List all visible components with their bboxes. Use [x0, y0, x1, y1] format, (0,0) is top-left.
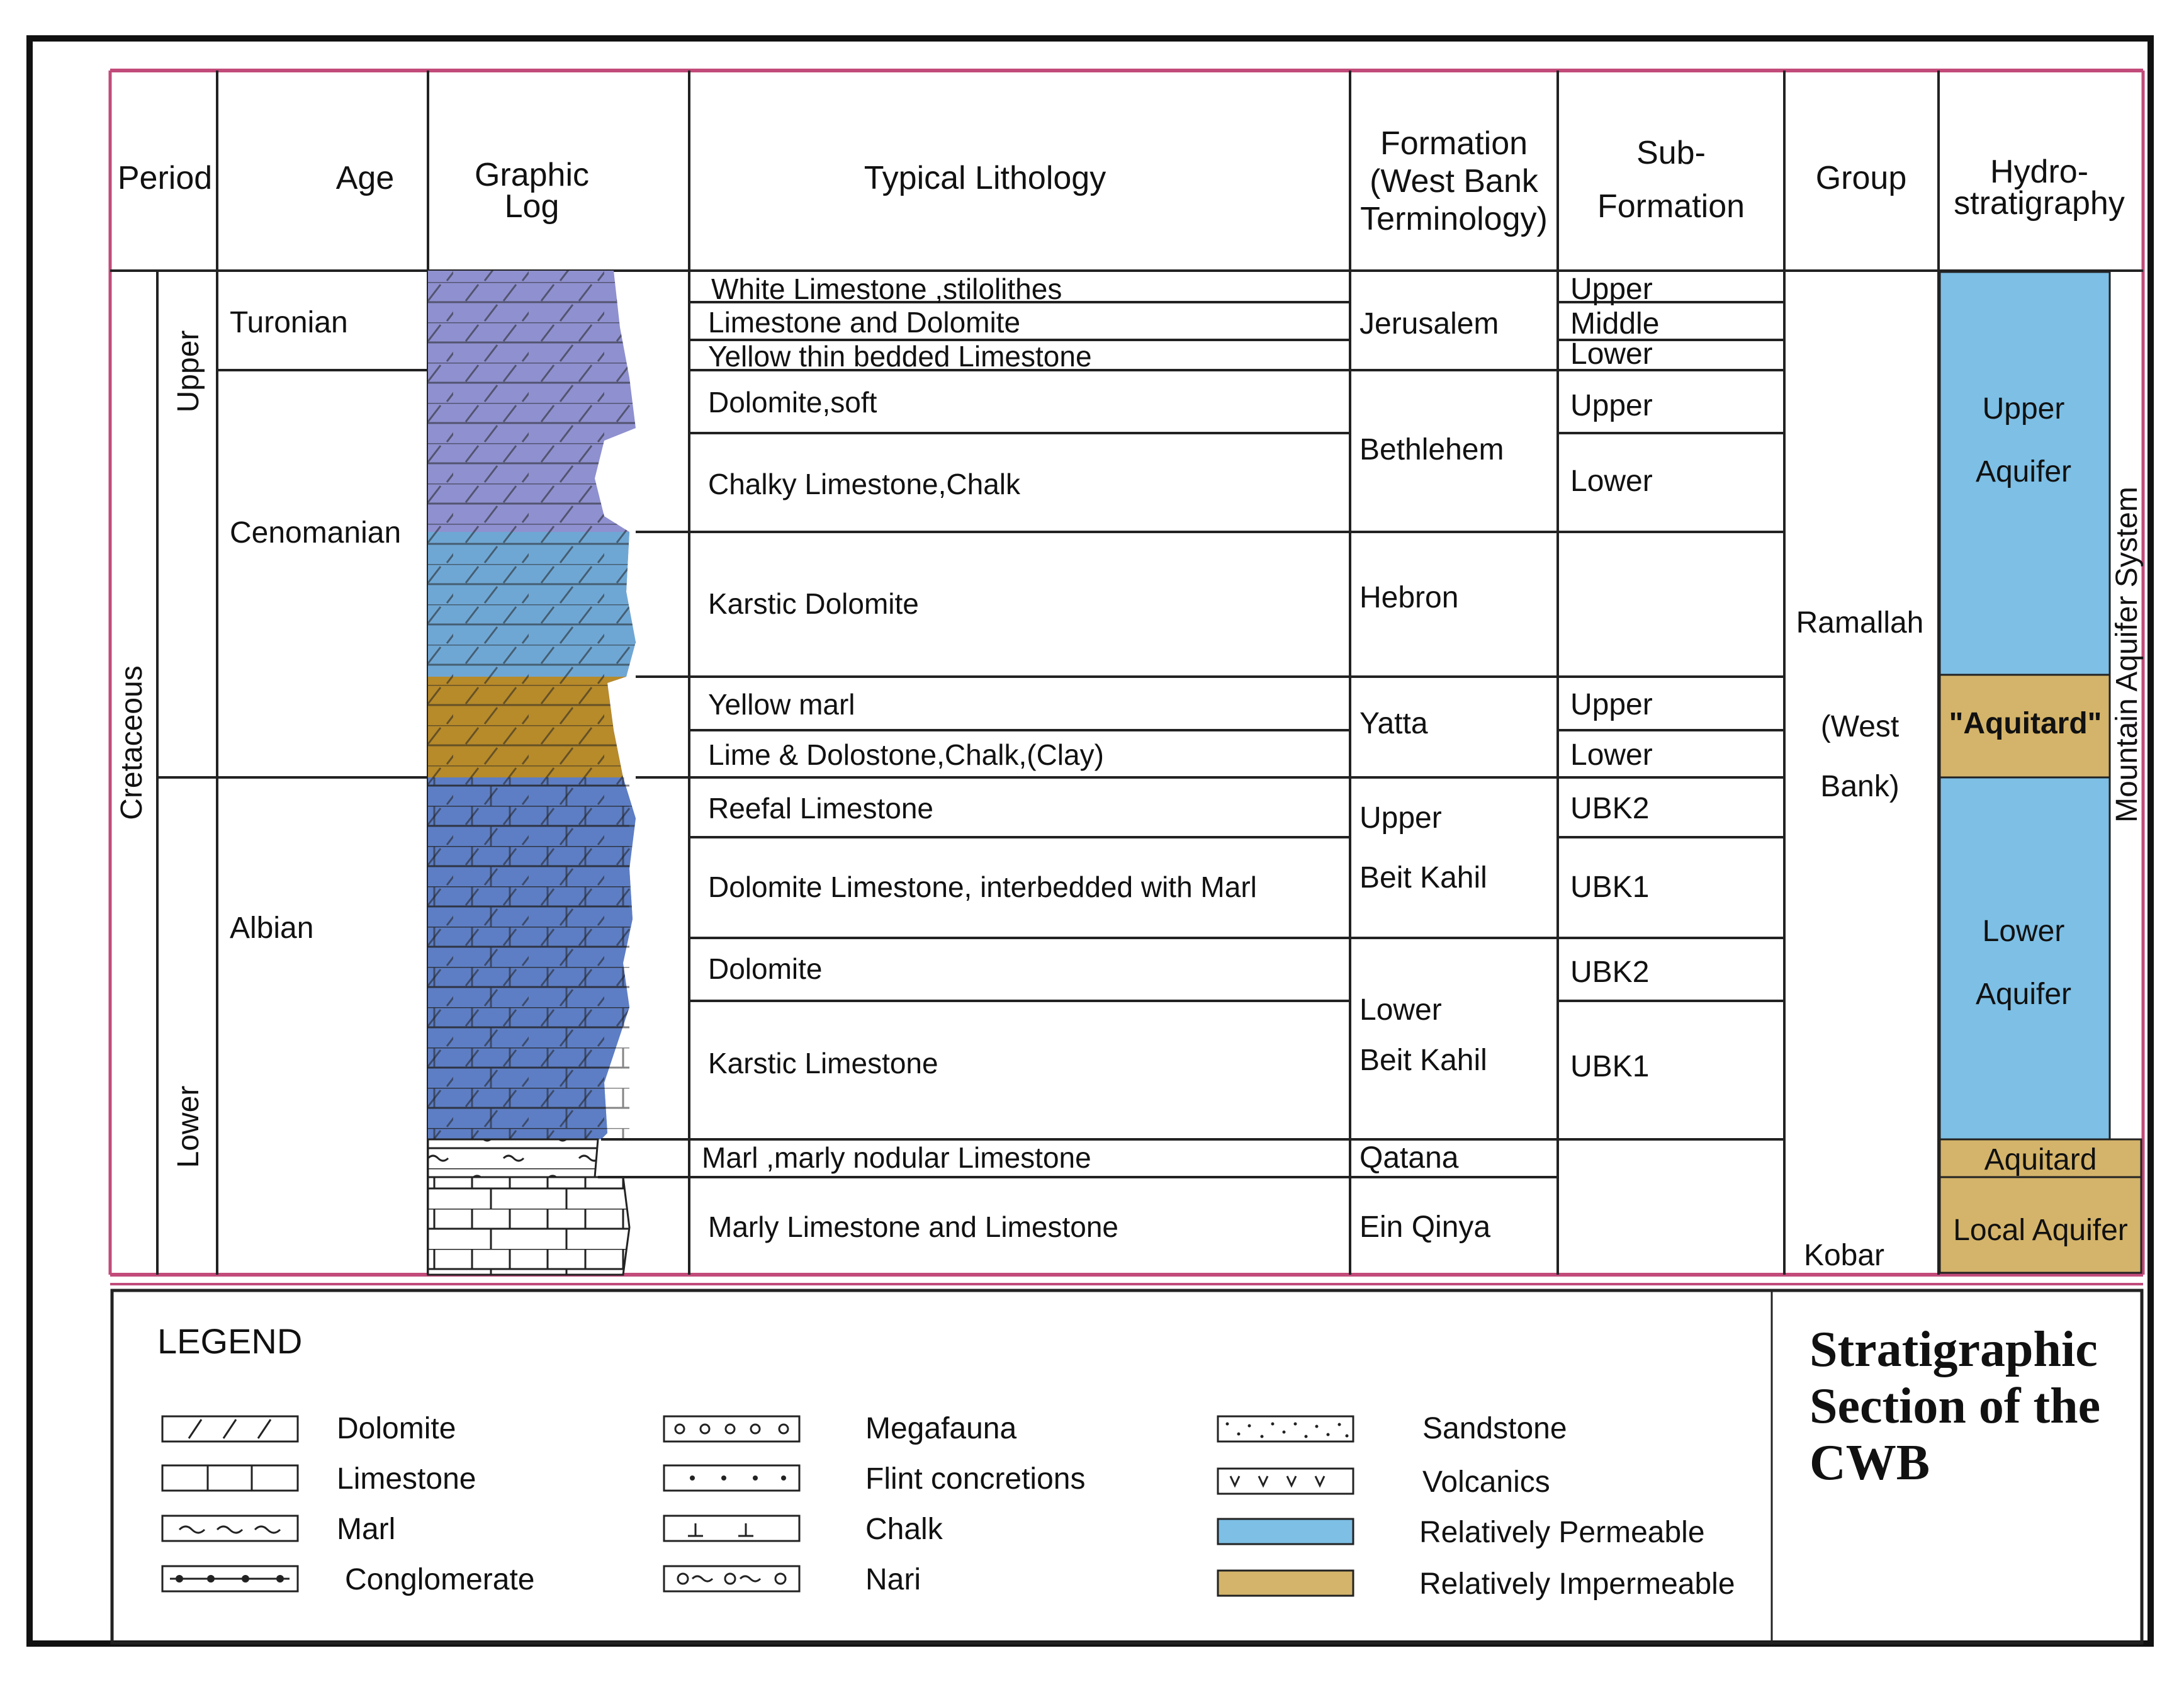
- hydro-aquitard-quoted: "Aquitard": [1949, 707, 2102, 740]
- subformation-ubk2-upper: UBK2: [1570, 792, 1650, 825]
- period-upper: Upper: [172, 330, 205, 413]
- caption-line-3: CWB: [1810, 1435, 1930, 1491]
- permeable-swatch: [1218, 1519, 1353, 1544]
- legend-limestone: [162, 1462, 476, 1496]
- header-age: Age: [335, 160, 395, 196]
- formation-row-lines: [1350, 302, 1784, 1001]
- legend-sandstone: [1218, 1412, 1567, 1445]
- lith-limestone-dolomite: Limestone and Dolomite: [708, 306, 1021, 339]
- legend-permeable: [1218, 1516, 1705, 1549]
- lith-dolomite-limestone-marl: Dolomite Limestone, interbedded with Marl: [708, 871, 1257, 903]
- legend-dolomite: [162, 1412, 456, 1445]
- formation-hebron: Hebron: [1359, 581, 1459, 614]
- formation-column: [1359, 307, 1504, 1244]
- limestone-swatch: [162, 1465, 298, 1491]
- legend-marl-label: Marl: [337, 1513, 396, 1546]
- hydro-upper-1: Upper: [1982, 392, 2065, 426]
- formation-lower-bk-2: Beit Kahil: [1359, 1044, 1487, 1077]
- period-lower: Lower: [172, 1085, 205, 1168]
- hydro-aquitard: Aquitard: [1984, 1143, 2097, 1176]
- lith-reefal-limestone: Reefal Limestone: [708, 792, 933, 825]
- formation-bethlehem: Bethlehem: [1359, 433, 1504, 466]
- legend-flint: [664, 1462, 1085, 1496]
- caption: [1810, 1322, 2100, 1491]
- subformation-ubk1-upper: UBK1: [1570, 871, 1650, 904]
- header-hydro-2: stratigraphy: [1954, 185, 2125, 222]
- flint-swatch: [664, 1465, 799, 1491]
- period-cretaceous: Cretaceous: [115, 665, 149, 820]
- subformation-ubk2-lower: UBK2: [1570, 956, 1650, 989]
- group-column: [1796, 606, 1924, 1272]
- header-period: Period: [117, 160, 213, 196]
- lower-aquifer-block: [1940, 777, 2110, 1139]
- header-subformation-1: Sub-: [1636, 135, 1706, 171]
- formation-yatta: Yatta: [1359, 707, 1428, 740]
- legend-conglomerate: [162, 1563, 535, 1596]
- legend-conglomerate-label: Conglomerate: [345, 1563, 535, 1596]
- header-row: [118, 125, 2125, 237]
- age-albian: Albian: [230, 911, 314, 945]
- header-subformation-2: Formation: [1597, 188, 1745, 225]
- marl-swatch: [162, 1516, 298, 1541]
- lith-lime-dolostone: Lime & Dolostone,Chalk,(Clay): [708, 738, 1104, 771]
- header-formation-1: Formation: [1380, 125, 1528, 162]
- legend-chalk: [664, 1513, 943, 1546]
- age-turonian: Turonian: [230, 306, 348, 339]
- header-typical-lithology: Typical Lithology: [864, 160, 1106, 196]
- legend-volcanics-label: Volcanics: [1422, 1465, 1550, 1499]
- subformation-upper-bethlehem: Upper: [1570, 389, 1653, 422]
- column-separators: [157, 71, 1939, 1275]
- formation-ein-qinya: Ein Qinya: [1359, 1210, 1491, 1244]
- legend-nari-label: Nari: [865, 1563, 921, 1596]
- hydro-lower-2: Aquifer: [1975, 978, 2072, 1011]
- legend-nari: [664, 1563, 921, 1596]
- header-formation-2: (West Bank: [1370, 163, 1538, 200]
- graphic-log: [428, 271, 636, 1275]
- subformation-upper-yatta: Upper: [1570, 688, 1653, 721]
- hydro-lower-1: Lower: [1982, 915, 2065, 948]
- header-graphic-log-1: Graphic: [474, 157, 590, 193]
- lith-marly-limestone: Marly Limestone and Limestone: [708, 1210, 1118, 1243]
- lith-karstic-dolomite: Karstic Dolomite: [708, 587, 919, 620]
- subformation-upper-jerusalem: Upper: [1570, 273, 1653, 306]
- formation-jerusalem: Jerusalem: [1359, 307, 1499, 341]
- formation-upper-bk-1: Upper: [1359, 801, 1442, 835]
- hydro-local-aquifer: Local Aquifer: [1953, 1214, 2128, 1247]
- lith-dolomite: Dolomite: [708, 952, 823, 985]
- lith-dolomite-soft: Dolomite,soft: [708, 386, 877, 419]
- hydro-mountain-aquifer-system: Mountain Aquifer System: [2110, 487, 2144, 823]
- legend-limestone-label: Limestone: [337, 1462, 476, 1496]
- legend-megafauna: [664, 1412, 1016, 1445]
- group-ramallah-2: (West: [1820, 710, 1900, 743]
- legend-volcanics: [1218, 1465, 1550, 1499]
- lith-white-limestone: White Limestone ,stilolithes: [711, 273, 1062, 305]
- hydro-upper-2: Aquifer: [1975, 455, 2072, 488]
- chalk-swatch: [664, 1516, 799, 1541]
- legend-permeable-label: Relatively Permeable: [1419, 1516, 1705, 1549]
- legend-chalk-label: Chalk: [865, 1513, 943, 1546]
- lithology-column: [702, 273, 1257, 1243]
- subformation-middle-jerusalem: Middle: [1570, 307, 1660, 341]
- subformation-ubk1-lower: UBK1: [1570, 1050, 1650, 1083]
- header-graphic-log-2: Log: [504, 188, 560, 225]
- formation-lower-bk-1: Lower: [1359, 993, 1442, 1027]
- caption-line-1: Stratigraphic: [1810, 1322, 2098, 1377]
- header-group: Group: [1815, 160, 1907, 196]
- lith-yellow-thin-bedded: Yellow thin bedded Limestone: [708, 340, 1092, 373]
- nari-swatch: [664, 1566, 799, 1591]
- subformation-lower-yatta: Lower: [1570, 738, 1653, 772]
- legend-title: LEGEND: [157, 1321, 303, 1361]
- volcanics-swatch: [1218, 1469, 1353, 1494]
- subformation-lower-bethlehem: Lower: [1570, 465, 1653, 498]
- impermeable-swatch: [1218, 1571, 1353, 1596]
- caption-line-2: Section of the: [1810, 1379, 2101, 1434]
- lith-chalky-limestone: Chalky Limestone,Chalk: [708, 468, 1021, 500]
- formation-qatana: Qatana: [1359, 1141, 1459, 1175]
- lith-yellow-marl: Yellow marl: [708, 688, 855, 721]
- age-cenomanian: Cenomanian: [230, 516, 402, 550]
- sandstone-swatch: [1218, 1416, 1353, 1442]
- legend-dolomite-label: Dolomite: [337, 1412, 456, 1445]
- legend-megafauna-label: Megafauna: [865, 1412, 1017, 1445]
- lith-marl-nodular: Marl ,marly nodular Limestone: [702, 1141, 1091, 1174]
- group-ramallah-1: Ramallah: [1796, 606, 1924, 640]
- formation-upper-bk-2: Beit Kahil: [1359, 861, 1487, 894]
- lith-karstic-limestone: Karstic Limestone: [708, 1047, 938, 1080]
- group-ramallah-3: Bank): [1820, 770, 1900, 803]
- legend-impermeable: [1218, 1567, 1735, 1601]
- legend-impermeable-label: Relatively Impermeable: [1419, 1567, 1735, 1601]
- legend-marl: [162, 1513, 395, 1546]
- hydrostratigraphy-column: [1940, 272, 2144, 1273]
- header-formation-3: Terminology): [1360, 201, 1548, 237]
- group-kobar: Kobar: [1803, 1239, 1885, 1272]
- subformation-lower-jerusalem: Lower: [1570, 337, 1653, 371]
- legend-flint-label: Flint concretions: [865, 1462, 1086, 1496]
- header-hydro-1: Hydro-: [1990, 154, 2089, 190]
- legend-sandstone-label: Sandstone: [1422, 1412, 1567, 1445]
